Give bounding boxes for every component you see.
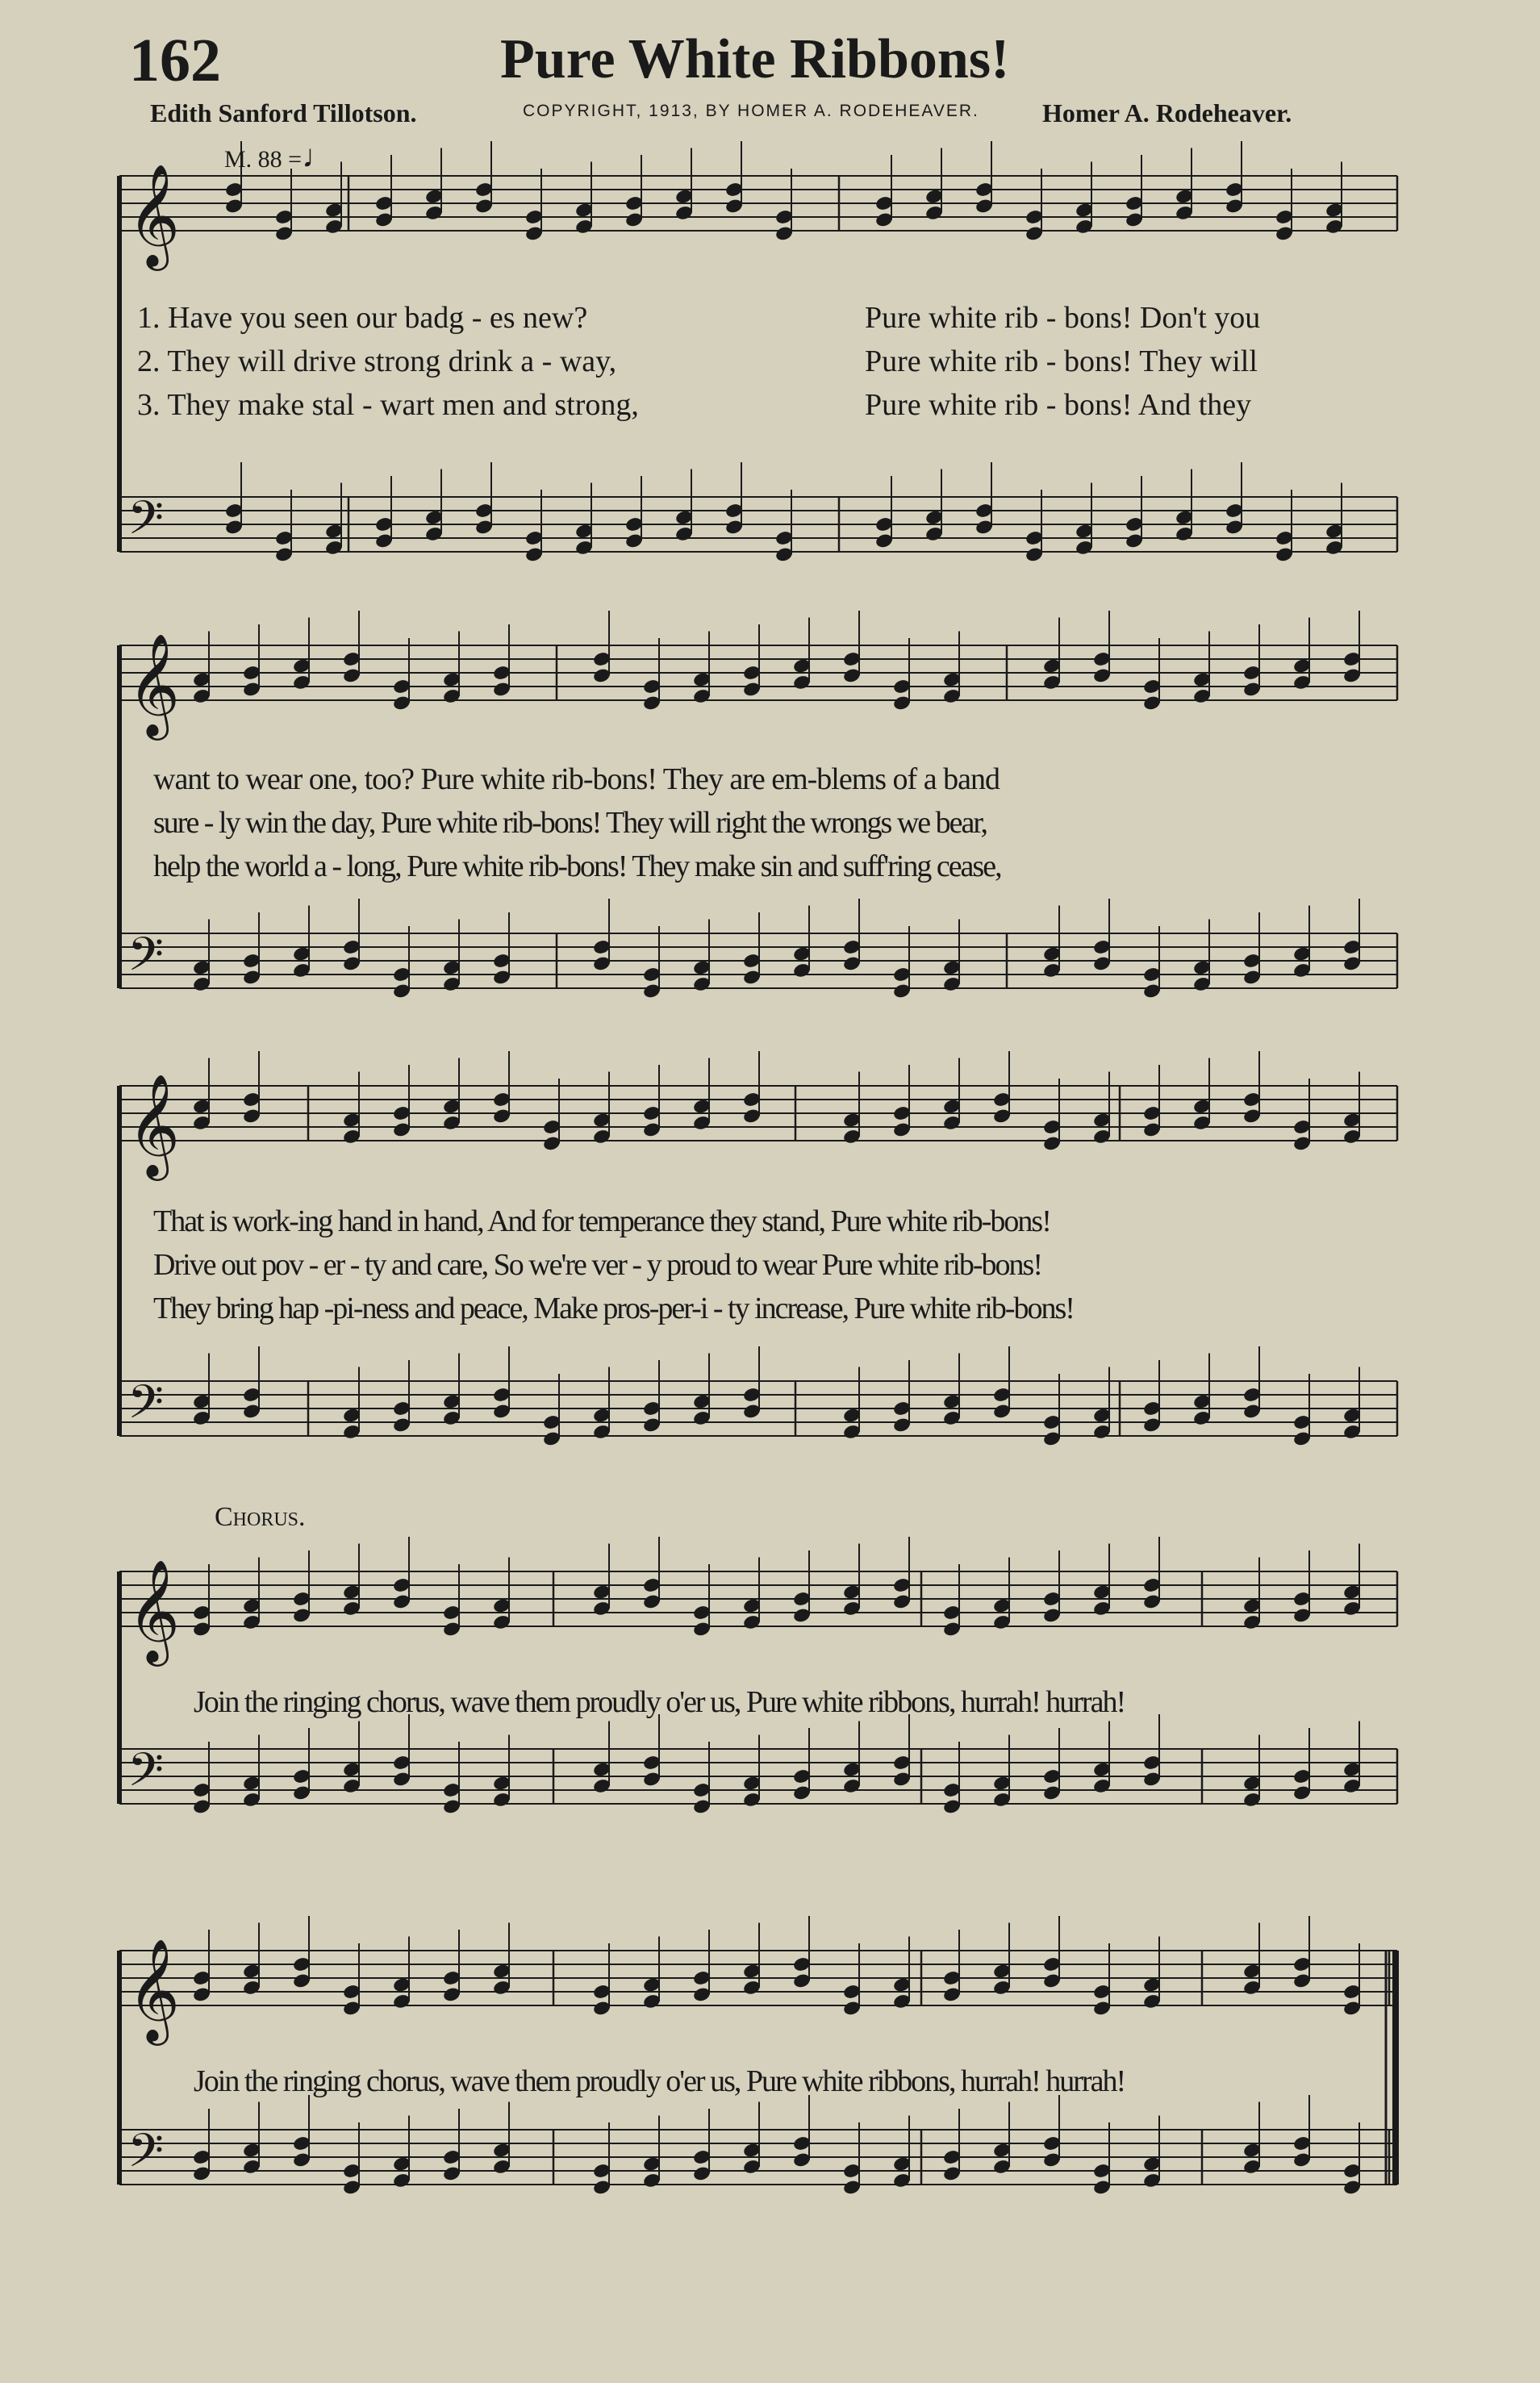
lyric-line: Join the ringing chorus, wave them proudly o'er us, Pure white ribbons, hurrah! hurrah!	[194, 1685, 1125, 1719]
lyric-line: sure - ly win the day, Pure white rib-bons! They will right the wrongs we bear,	[153, 806, 987, 840]
lyricist-credit: Edith Sanford Tillotson.	[150, 98, 417, 127]
treble-clef: 𝄞	[127, 163, 181, 266]
bass-clef: 𝄢	[127, 1742, 165, 1809]
treble-clef: 𝄞	[127, 632, 181, 736]
bass-clef: 𝄢	[127, 2123, 165, 2189]
bass-clef: 𝄢	[127, 1375, 165, 1441]
lyric-line: Pure white rib - bons! And they	[865, 388, 1252, 422]
lyric-line: want to wear one, too? Pure white rib-bons! They are em-blems of a band	[153, 762, 1000, 796]
lyric-line: 2. They will drive strong drink a - way,	[137, 344, 617, 378]
chorus-label: Chorus.	[215, 1502, 306, 1532]
lyric-line: They bring hap -pi-ness and peace, Make pros-per-i - ty increase, Pure white rib-bons!	[153, 1292, 1074, 1325]
lyric-line: Pure white rib - bons! They will	[865, 344, 1258, 378]
lyric-line: Drive out pov - er - ty and care, So we're ver - y proud to wear Pure white rib-bons!	[153, 1248, 1041, 1282]
treble-clef: 𝄞	[127, 1938, 181, 2041]
copyright-notice: COPYRIGHT, 1913, BY HOMER A. RODEHEAVER.	[523, 102, 979, 120]
lyric-line: 3. They make stal - wart men and strong,	[137, 388, 639, 422]
lyric-line: That is work-ing hand in hand, And for temperance they stand, Pure white rib-bons!	[153, 1204, 1050, 1238]
tempo-marking: M. 88 =♩	[224, 138, 335, 174]
lyric-line: help the world a - long, Pure white rib-bons! They make sin and suff'ring cease,	[153, 849, 1001, 883]
treble-clef: 𝄞	[127, 1559, 181, 1662]
composer-credit: Homer A. Rodeheaver.	[1042, 98, 1292, 127]
lyric-line: Pure white rib - bons! Don't you	[865, 301, 1261, 335]
treble-clef: 𝄞	[127, 1073, 181, 1176]
lyric-line: 1. Have you seen our badg - es new?	[137, 301, 588, 335]
hymn-number: 162	[129, 27, 221, 94]
bass-clef: 𝄢	[127, 927, 165, 993]
hymn-title: Pure White Ribbons!	[500, 28, 1010, 90]
bass-clef: 𝄢	[127, 490, 165, 557]
lyric-line: Join the ringing chorus, wave them proudly o'er us, Pure white ribbons, hurrah! hurrah!	[194, 2064, 1125, 2098]
